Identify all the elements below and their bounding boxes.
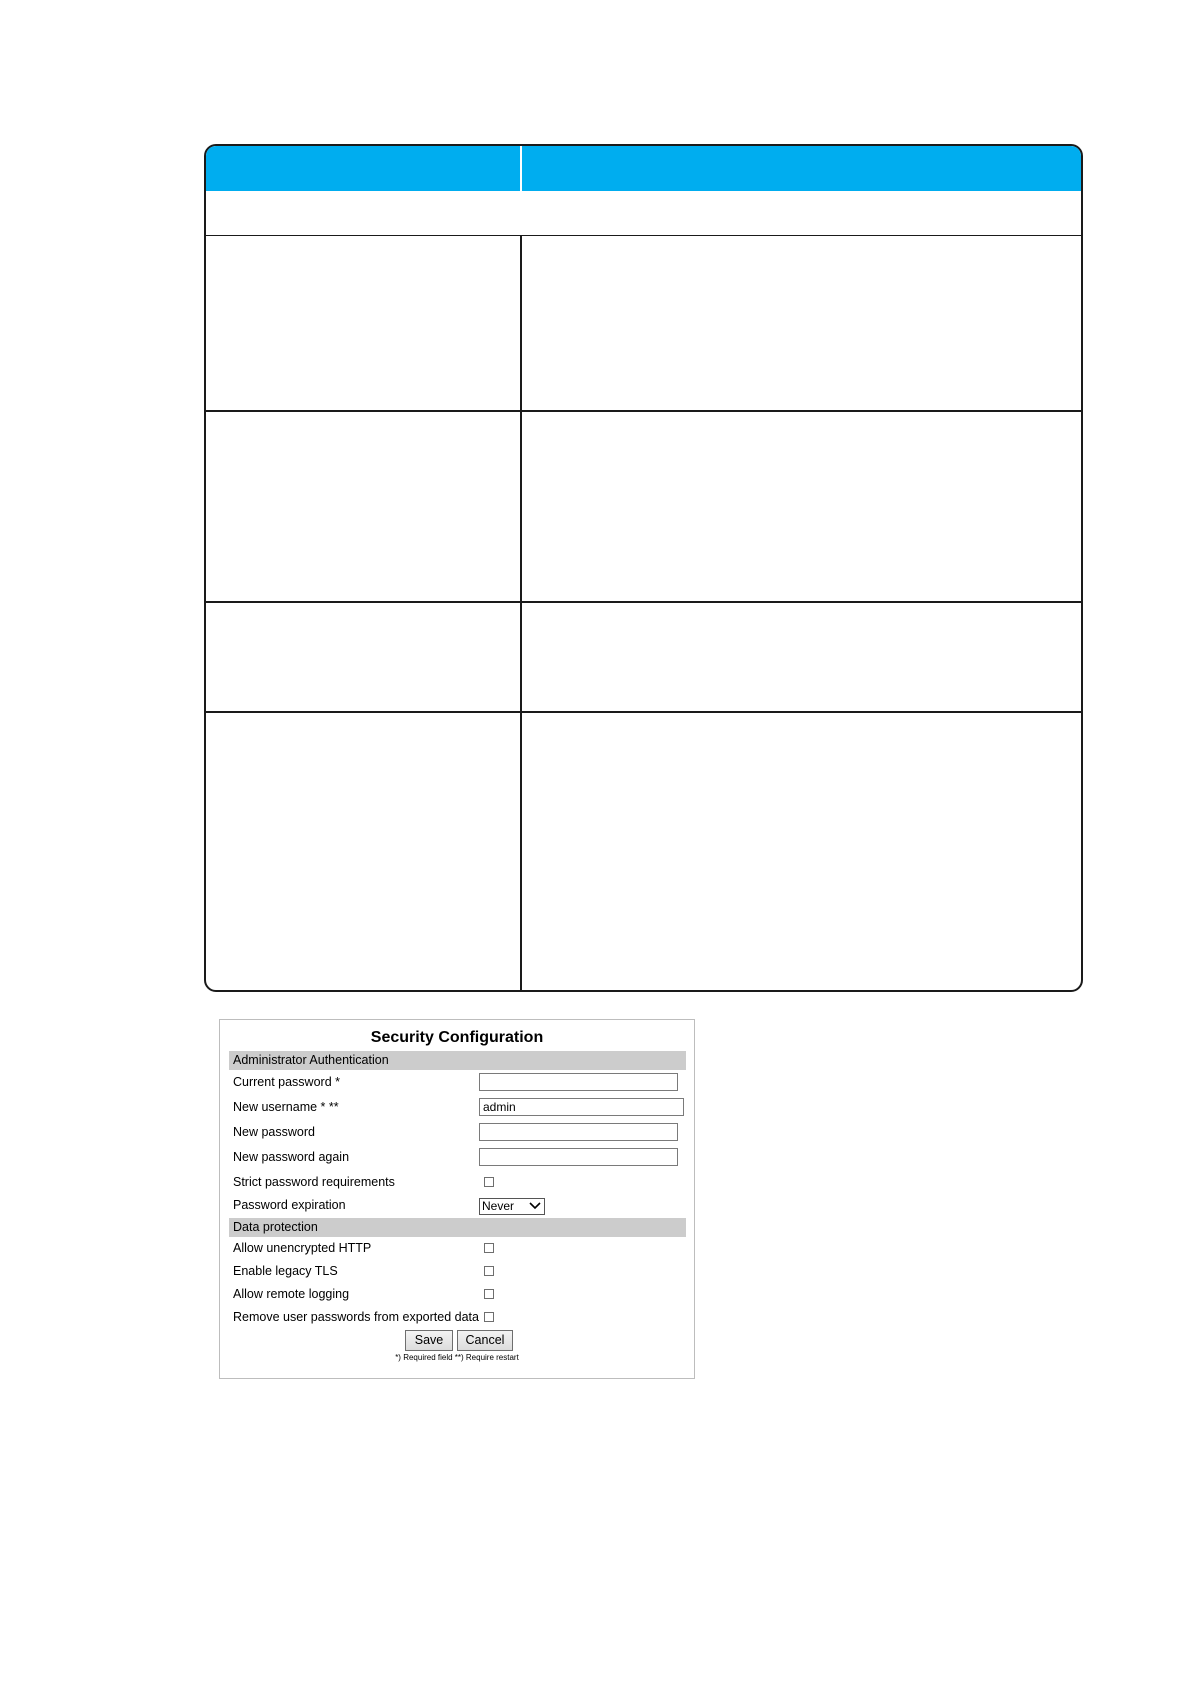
save-button[interactable]: Save — [405, 1330, 453, 1351]
section-header-admin-auth: Administrator Authentication — [229, 1051, 686, 1070]
column-divider — [520, 236, 522, 990]
new-password-label: New password — [233, 1125, 315, 1139]
new-username-input[interactable]: admin — [479, 1098, 684, 1116]
password-expiration-select[interactable] — [479, 1198, 545, 1215]
cancel-button[interactable]: Cancel — [457, 1330, 513, 1351]
allow-http-checkbox[interactable] — [484, 1243, 494, 1253]
password-expiration-value: Never — [482, 1199, 515, 1213]
strict-password-label: Strict password requirements — [233, 1175, 395, 1189]
section-header-data-protection: Data protection — [229, 1218, 686, 1237]
new-password-input[interactable] — [479, 1123, 678, 1141]
row-separator — [206, 711, 1081, 713]
panel-title: Security Configuration — [370, 1029, 544, 1046]
remove-passwords-checkbox[interactable] — [484, 1312, 494, 1322]
legacy-tls-label: Enable legacy TLS — [233, 1264, 338, 1278]
chevron-down-icon — [529, 1201, 541, 1211]
table-subheader-row — [206, 191, 1081, 236]
row-separator — [206, 410, 1081, 412]
security-configuration-panel — [219, 1019, 695, 1379]
remote-logging-label: Allow remote logging — [233, 1287, 350, 1301]
new-password-again-input[interactable] — [479, 1148, 678, 1166]
footnote: *) Required field **) Require restart — [395, 1353, 519, 1362]
new-password-again-label: New password again — [233, 1150, 350, 1164]
new-username-label: New username * ** — [233, 1100, 339, 1114]
remove-passwords-label: Remove user passwords from exported data — [233, 1310, 479, 1324]
current-password-label: Current password * — [233, 1075, 340, 1089]
table-header — [206, 146, 1081, 191]
current-password-input[interactable] — [479, 1073, 678, 1091]
header-column-divider — [520, 146, 522, 191]
legacy-tls-checkbox[interactable] — [484, 1266, 494, 1276]
allow-http-label: Allow unencrypted HTTP — [233, 1241, 372, 1255]
row-separator — [206, 601, 1081, 603]
remote-logging-checkbox[interactable] — [484, 1289, 494, 1299]
strict-password-checkbox[interactable] — [484, 1177, 494, 1187]
document-table — [204, 144, 1083, 992]
password-expiration-label: Password expiration — [233, 1198, 346, 1212]
